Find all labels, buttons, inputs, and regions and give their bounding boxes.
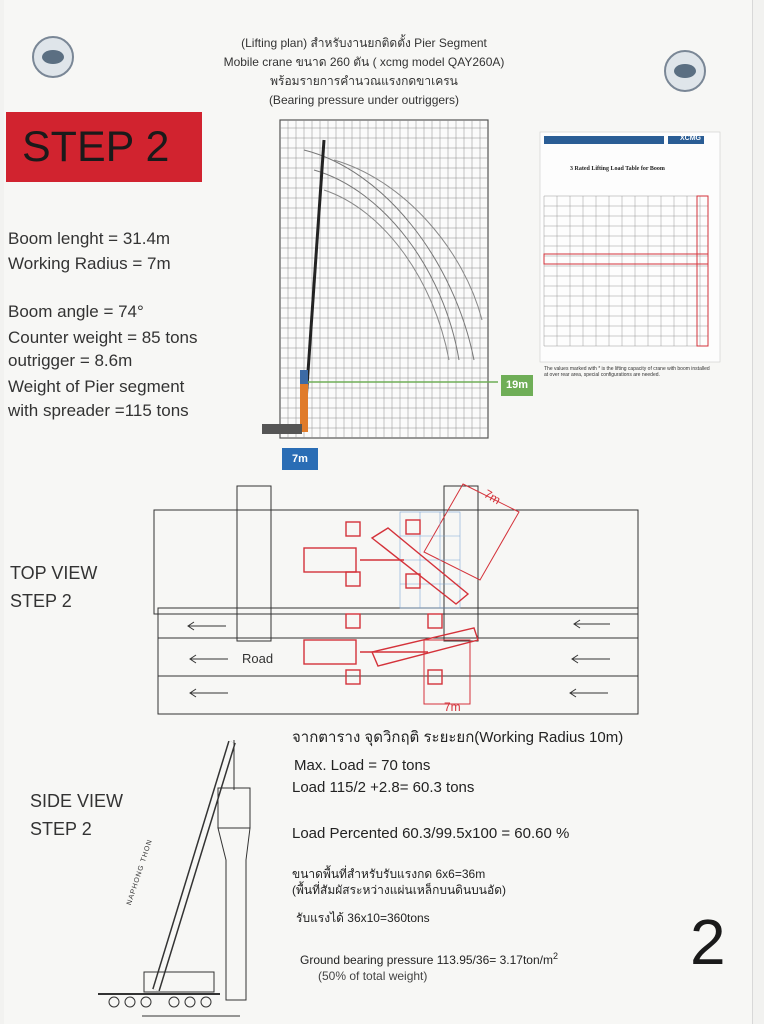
param-weight-line2: with spreader =115 tons (8, 401, 189, 420)
top-radius-mark-1: 7m (481, 486, 504, 508)
side-view-label-1: SIDE VIEW (30, 791, 124, 811)
step-title: STEP 2 (6, 112, 202, 182)
param-outrigger: outrigger = 8.6m (8, 351, 133, 370)
calc-bearing-sup: 2 (552, 951, 558, 961)
load-chart-grid (262, 120, 498, 438)
calc-bearing (300, 952, 558, 966)
road-label: Road (242, 651, 274, 666)
height-tag: 19m (501, 375, 533, 396)
calc-capacity: รับแรงได้ 36x10=360tons (296, 911, 430, 925)
calc-percent: Load Percented 60.3/99.5x100 = 60.60 % (292, 825, 570, 842)
table-brand: XCMG (680, 135, 701, 142)
param-boom-angle: Boom angle = 74° (8, 302, 144, 321)
header-line-4: (Bearing pressure under outriggers) (268, 93, 460, 107)
top-view-label-1: TOP VIEW (10, 563, 98, 583)
param-boom-length: Boom lenght = 31.4m (8, 229, 171, 248)
param-working-radius: Working Radius = 7m (8, 254, 171, 273)
calc-note: (50% of total weight) (318, 969, 428, 983)
param-weight-line1: Weight of Pier segment (8, 377, 185, 396)
sheet (4, 0, 753, 1024)
page-number: 2 (690, 906, 726, 978)
calc-max-load: Max. Load = 70 tons (294, 757, 431, 774)
table-note: The values marked with * is the lifting capacity of crane with boom installed at over rear area, special configurations are needed. (544, 366, 710, 378)
top-view-label-2: STEP 2 (10, 591, 72, 611)
calc-bearing-text: Ground bearing pressure 113.95/36= 3.17ton/m (300, 953, 553, 967)
param-counter-weight: Counter weight = 85 tons (8, 328, 198, 347)
side-view-drawing (98, 740, 250, 1016)
table-title: 3 Rated Lifting Load Table for Boom (570, 166, 665, 172)
calc-heading: จากตาราง จุดวิกฤติ ระยะยก(Working Radius 10m) (292, 729, 624, 746)
calc-load: Load 115/2 +2.8= 60.3 tons (292, 779, 475, 796)
calc-area-1: ขนาดพื้นที่สำหรับรับแรงกด 6x6=36m (292, 867, 486, 881)
side-view-label-2: STEP 2 (30, 819, 92, 839)
calc-area-2: (พื้นที่สัมผัสระหว่างแผ่นเหล็กบนดินบนอัด) (292, 883, 506, 897)
header-line-2: Mobile crane ขนาด 260 ตัน ( xcmg model QAY260A) (223, 55, 505, 69)
header-line-1: (Lifting plan) สำหรับงานยกติดตั้ง Pier Segment (241, 36, 487, 50)
radius-tag: 7m (282, 448, 318, 470)
top-radius-mark-2: 7m (444, 700, 461, 714)
crane-boom-text: NAPHONG THON (126, 838, 154, 907)
header-line-3: พร้อมรายการคำนวณแรงกดขาเครน (270, 74, 458, 88)
top-view-drawing (154, 484, 638, 714)
